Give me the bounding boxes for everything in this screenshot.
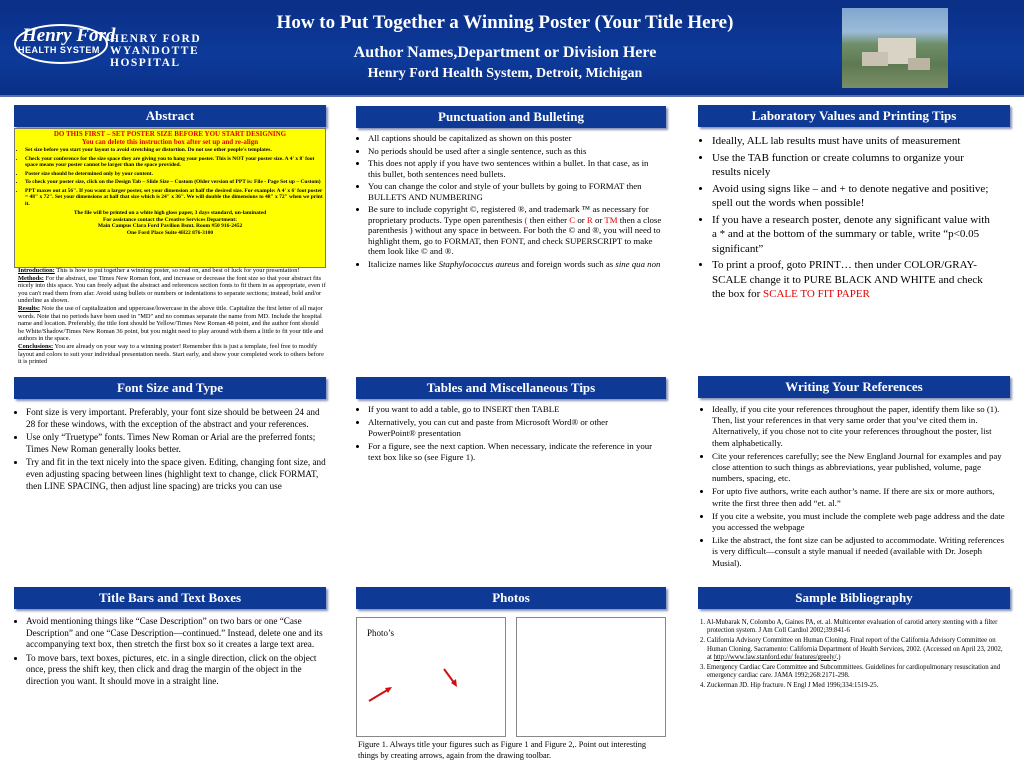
instruction-list <box>15 147 325 207</box>
instruction-item: • PPT maxes out at 56". If you want a larger poster, set your dimension at half the desired size. For example: A 4' x 6' foot poster = 48" x 72". Set your dimensions at half that size which is 24" x 36". We will double the dimensions to 48" x 72" when we print it. <box>25 188 325 208</box>
bibliography-entry: 3. Emergency Cardiac Care Committee and Subcommittees. Guidelines for cardiopulmonary resuscitation and emergency cardiac care. JAMA 1992;268:2171-298. <box>700 664 1001 680</box>
arrow-2-icon <box>441 666 459 688</box>
copyright-text: or <box>592 214 605 225</box>
lab-list <box>700 134 990 302</box>
instruction-item: • Check your conference for the size space they are giving you to hang your poster. This is NOT your poster size. A 4' x 8' foot space means your poster cannot be larger than the space provided. <box>25 156 325 169</box>
red-paren: ( <box>524 214 528 225</box>
arrow-1-icon <box>367 684 395 704</box>
bibliography-body <box>700 619 1006 693</box>
italic-note-text: and foreign words such as <box>519 258 616 269</box>
bibliography-entry-text: 2. California Advisory Committee on Human Cloning. Final report of the California Advisory Committee on Human Cloning. Sacramento: California Department of Health Services, 2002. (Accessed on April 23, 2002, at <box>700 637 1003 661</box>
copyright-text: then either <box>527 214 570 225</box>
punctuation-list <box>356 133 662 269</box>
references-item: • For upto five authors, write each author’s name. If there are six or more authors, write the first three then add “et. al.” <box>712 486 1006 508</box>
font-item: • Try and fit in the text nicely into the space given. Editing, changing font size, and even adjusting spacing between lines (highlight text to change, click FORMAT, then LINE SPACING, then adjust line spacing) are tricks you can use <box>26 457 326 492</box>
red-r: R <box>586 214 593 225</box>
bibliography-entry: 1. Al-Mubarak N, Colombo A, Gaines PA, et. al. Multicenter evaluation of carotid artery stenting with a filter protection system. J Am Coll Cardiol 2002;39:841-6 <box>700 619 998 635</box>
punctuation-item: • You can change the color and style of your bullets by going to FORMAT then BULLETS AND NUMBERING <box>368 181 662 202</box>
henry-ford-logo <box>14 24 264 69</box>
results-text: Note the use of capitalization and uppercase/lowercase in the above title. Capitalize the first letter of all major words. Note that no periods have been used in "MD" and no commas separate the name from MD. Include the hospital name and location. Preferably, the title font should be Yellow/Times New Roman 48 point, and the author font should be White/Shadow/Times New Roman 36 point, but you might need to play around with them a little to fit your title and authors in the space. <box>18 304 324 343</box>
abstract-conclusions <box>18 343 326 366</box>
italic-species: Staphylococcus aureus <box>438 258 520 269</box>
poster-header <box>0 0 1024 97</box>
conclusions-label: Conclusions: <box>18 342 54 350</box>
references-item: • If you cite a website, you must include the complete web page address and the date you accessed the webpage <box>712 511 1006 533</box>
photo-placeholder-1 <box>356 617 506 737</box>
punctuation-title-bar: Punctuation and Bulleting <box>356 106 666 128</box>
conclusions-text: You are already on your way to a winning poster! Remember this is just a template, feel free to modify layout and colors to suit your individual presentation needs. Start early, and show your completed work to others before it is printed <box>18 342 324 366</box>
instruction-box <box>14 128 326 268</box>
tables-item: • Alternatively, you can cut and paste from Microsoft Word® or other PowerPoint® presentation <box>368 417 656 439</box>
bibliography-entry-text: .) <box>836 653 841 661</box>
punctuation-item <box>368 204 662 257</box>
bibliography-entry: 4. Zuckerman JD. Hip fracture. N Engl J Med 1996;334:1519-25. <box>700 682 879 690</box>
punctuation-item <box>368 259 662 270</box>
font-title-bar: Font Size and Type <box>14 377 326 399</box>
lab-title-bar: Laboratory Values and Printing Tips <box>698 105 1010 127</box>
italic-note-text: Italicize names like <box>368 258 439 269</box>
results-label: Results: <box>18 304 41 312</box>
bibliography-entry <box>700 637 1006 662</box>
tables-item: • For a figure, see the next caption. When necessary, indicate the reference in your text box like so (see Figure 1). <box>368 441 656 463</box>
print-info-line: One Ford Place Suite 4H22 876-3100 <box>126 229 214 236</box>
abstract-title-bar: Abstract <box>14 105 326 127</box>
instruction-item: • To check your poster size, click on the Design Tab – Slide Size – Custom (Older version of PPT is: File - Page Set up – Custom) <box>25 179 325 186</box>
introduction-text: This is how to put together a winning poster, so read on, and best of luck for your presentation! <box>54 267 300 274</box>
titlebars-item: • Avoid mentioning things like “Case Description” on two bars or one “Case Description” and one “Case Description—continued.” Instead, delete one and its accompanying text box, then stretch the first box so it creates a large text area. <box>26 616 326 651</box>
font-list <box>14 407 326 492</box>
print-info <box>15 210 325 236</box>
lab-item: • If you have a research poster, denote any significant value with a * and at the bottom of the summary or table, write “p<0.05 significant” <box>712 213 990 257</box>
instruction-subheading: You can delete this instruction box after set up and re-align <box>81 138 259 146</box>
references-item: • Cite your references carefully; see the New England Journal for examples and pay close attention to such things as abbreviations, year published, volume, page numbers, spacing, etc. <box>712 451 1006 485</box>
photo-label: Photo’s <box>367 628 395 638</box>
copyright-text: then a close parenthesis ) without any space in between. For both the © and ®, you will need to highlight them, go to FORMAT, then FONT, and check SUPERSCRIPT to make them look like © and ®. <box>368 214 662 256</box>
red-c: C <box>569 214 576 225</box>
font-item: • Use only “Truetype” fonts. Times New Roman or Arial are the preferred fonts; Times New Roman generally looks better. <box>26 432 326 455</box>
hospital-line-1: HENRY FORD <box>110 33 202 45</box>
logo-health-system: HEALTH SYSTEM <box>18 45 100 55</box>
references-list <box>700 404 1006 569</box>
tables-body <box>356 404 656 465</box>
punctuation-body <box>356 133 662 271</box>
red-tm: TM <box>604 214 618 225</box>
references-body <box>700 404 1006 571</box>
italic-latin: sine qua non <box>615 258 661 269</box>
lab-item: • Ideally, ALL lab results must have units of measurement <box>712 134 990 149</box>
photos-title-bar: Photos <box>356 587 666 609</box>
photo-placeholder-2 <box>516 617 666 737</box>
hospital-line-2: WYANDOTTE HOSPITAL <box>110 45 200 69</box>
copyright-text: Be sure to include copyright ©, registered ®, and trademark ™ as necessary for proprietary products. Type open parenthesis <box>368 204 649 225</box>
scale-to-fit-text: SCALE TO FIT PAPER <box>763 288 870 300</box>
introduction-label: Introduction: <box>18 267 55 274</box>
abstract-introduction <box>18 267 326 275</box>
titlebars-body <box>14 616 326 690</box>
instruction-heading: DO THIS FIRST – SET POSTER SIZE BEFORE YOU START DESIGNING <box>53 130 287 138</box>
font-body <box>14 407 326 494</box>
abstract-methods <box>18 275 326 305</box>
punctuation-item: • This does not apply if you have two sentences within a bullet. In that case, as in this bullet, both sentences need bullets. <box>368 158 662 179</box>
instruction-item: • Set size before you start your layout to avoid stretching or distortion. Do not use other people's templates. <box>25 147 325 154</box>
tables-list <box>356 404 656 463</box>
titlebars-list <box>14 616 326 688</box>
methods-label: Methods: <box>18 274 44 282</box>
punctuation-item: • No periods should be used after a single sentence, such as this <box>368 146 662 157</box>
lab-item: • Use the TAB function or create columns to organize your results nicely <box>712 151 990 180</box>
tables-item: • If you want to add a table, go to INSERT then TABLE <box>368 404 656 415</box>
lab-body <box>700 134 990 304</box>
lab-item <box>712 258 990 302</box>
hospital-aerial-photo <box>842 8 948 88</box>
references-item: • Ideally, if you cite your references throughout the paper, identify them like so (1). Then, list your references in that very same order that you’ve cited them in. Alternatively, if you chose not to cite your references throughout the poster, list them alphabetically. <box>712 404 1006 449</box>
font-item: • Font size is very important. Preferably, your font size should be between 24 and 28 for these windows, with the exception of the abstract and your references. <box>26 407 326 430</box>
titlebars-item: • To move bars, text boxes, pictures, etc. in a single direction, click on the object once, press the shift key, then click and drag the margin of the object in the direction you want. It should move in a straight line. <box>26 653 326 688</box>
print-info-line: Main Campus Clara Ford Pavilion Bsmt. Room #50 916-2452 <box>97 223 243 229</box>
logo-script: Henry Ford <box>22 25 116 46</box>
bibliography-link[interactable]: http://www.law.stanford.edu/ features/greely/ <box>713 653 837 661</box>
abstract-body <box>18 267 326 366</box>
institution: Henry Ford Health System, Detroit, Michigan <box>367 66 643 81</box>
copyright-text: or <box>575 214 587 225</box>
abstract-results <box>18 305 326 343</box>
punctuation-item: • All captions should be capitalized as shown on this poster <box>368 133 662 144</box>
bibliography-title-bar: Sample Bibliography <box>698 587 1010 609</box>
print-info-line: For assistance contact the Creative Services Department: <box>103 216 237 223</box>
photo-building-wing <box>862 52 888 66</box>
references-title-bar: Writing Your References <box>698 376 1010 398</box>
references-item: • Like the abstract, the font size can be adjusted to accommodate. Writing references is very difficult—consult a style manual if needed (available with Dr. Joseph Musial). <box>712 535 1006 569</box>
figure-caption: Figure 1. Always title your figures such as Figure 1 and Figure 2,. Point out interesting things by creating arrows, again from the drawing toolbar. <box>358 740 647 760</box>
methods-text: For the abstract, use Times New Roman font, and increase or decrease the font size so that your abstract fits nicely into this space. You can freely adjust the abstract and references section fonts to fit them in as appropriate, even if you can't read them from afar. Avoid using bullets or numbers or indentations to separate sections; instead, bold and/or underline as shown. <box>18 274 326 305</box>
author-names: Author Names,Department or Division Here <box>353 44 657 61</box>
titlebars-title-bar: Title Bars and Text Boxes <box>14 587 326 609</box>
instruction-item: • Poster size should be determined only by your content. <box>25 171 325 178</box>
photo-building-annex <box>908 58 930 70</box>
poster-title: How to Put Together a Winning Poster (Your Title Here) <box>276 12 734 33</box>
tables-title-bar: Tables and Miscellaneous Tips <box>356 377 666 399</box>
print-tip-text: To print a proof, goto PRINT… then under COLOR/GRAY-SCALE change it to PURE BLACK AND WHITE and check the box for <box>712 259 983 300</box>
print-info-line: The file will be printed on a white high gloss paper, 3 days standard, un-laminated <box>73 210 267 216</box>
lab-item: • Avoid using signs like – and + to denote negative and positive; spell out the words when possible! <box>712 182 990 211</box>
